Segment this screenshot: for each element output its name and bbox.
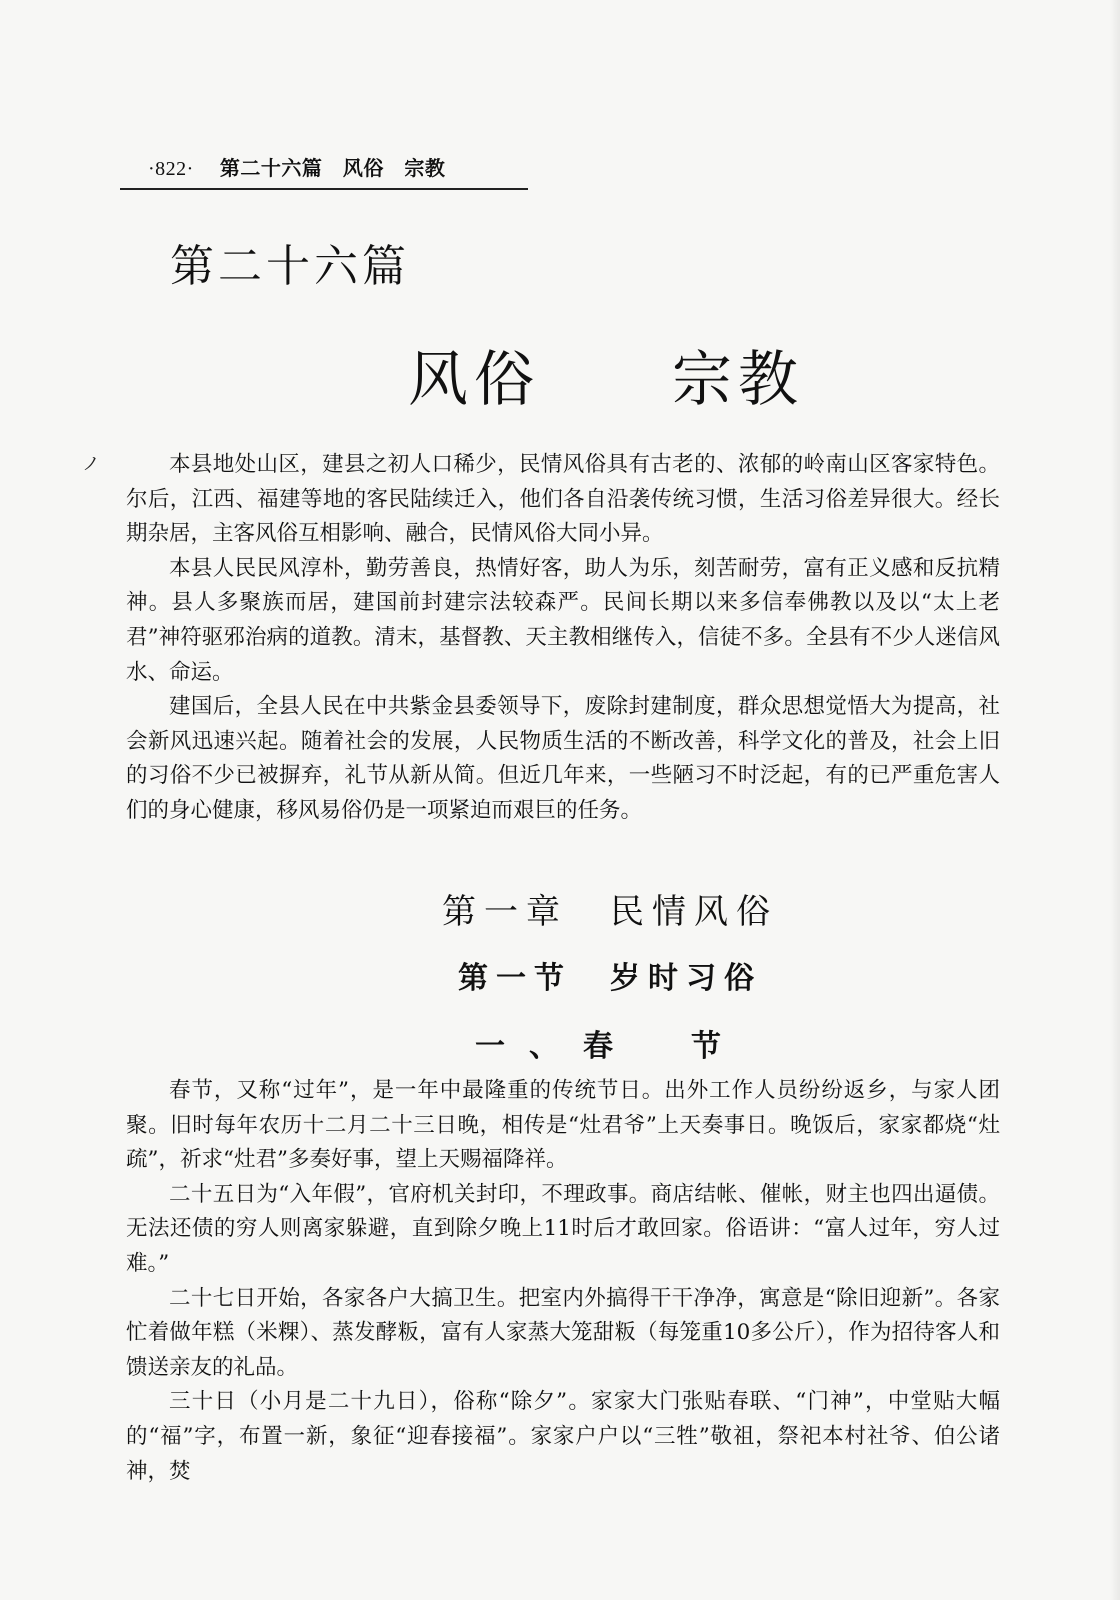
spring-festival-text: [126, 1074, 1000, 1489]
running-head-title: 第二十六篇 风俗 宗教: [219, 156, 446, 180]
header-rule: [120, 188, 528, 190]
intro-paragraph: 建国后，全县人民在中共紫金县委领导下，废除封建制度，群众思想觉悟大为提高，社会新风迅速兴起。随着社会的发展，人民物质生活的不断改善，科学文化的普及，社会上旧的习俗不少已被摒弃，礼节从新从简。但近几年来，一些陋习不时泛起，有的已严重危害人们的身心健康，移风易俗仍是一项紧迫而艰巨的任务。: [126, 694, 1000, 823]
spring-paragraph: 春节，又称“过年”，是一年中最隆重的传统节日。出外工作人员纷纷返乡，与家人团聚。旧时每年农历十二月二十三日晚，相传是“灶君爷”上天奏事日。晚饭后，家家都烧“灶疏”，祈求“灶君”多奏好事，望上天赐福降祥。: [126, 1078, 1000, 1173]
part-title: 风俗 宗教: [408, 345, 804, 415]
page-number: ·822·: [148, 158, 194, 180]
intro-text: [126, 448, 1000, 829]
section-title: 第一节 岁时习俗: [458, 961, 762, 996]
intro-paragraph: 本县人民民风淳朴，勤劳善良，热情好客，助人为乐，刻苦耐劳，富有正义感和反抗精神。县人多聚族而居，建国前封建宗法较森严。民间长期以来多信奉佛教以及以“太上老君”神符驱邪治病的道教。清末，基督教、天主教相继传入，信徒不多。全县有不少人迷信风水、命运。: [126, 555, 1000, 685]
spring-paragraph: 二十五日为“入年假”，官府机关封印，不理政事。商店结帐、催帐，财主也四出逼债。无法还债的穷人则离家躲避，直到除夕晚上11时后才敢回家。俗语讲：“富人过年，穷人过难。”: [126, 1181, 1000, 1276]
part-label: 第二十六篇: [170, 241, 410, 292]
margin-tick-mark: ノ: [82, 454, 100, 475]
intro-paragraph: 本县地处山区，建县之初人口稀少，民情风俗具有古老的、浓郁的岭南山区客家特色。尔后，江西、福建等地的客民陆续迁入，他们各自沿袭传统习惯，生活习俗差异很大。经长期杂居，主客风俗互相影响、融合，民情风俗大同小异。: [126, 452, 1000, 547]
chapter-title: 第一章 民情风俗: [442, 892, 778, 932]
spring-paragraph: 二十七日开始，各家各户大搞卫生。把室内外搞得干干净净，寓意是“除旧迎新”。各家忙着做年糕（米粿）、蒸发酵粄，富有人家蒸大笼甜粄（每笼重10多公斤），作为招待客人和馈送亲友的礼品。: [126, 1285, 1000, 1380]
running-head: [120, 152, 528, 181]
subsection-title: 一、春 节: [475, 1029, 745, 1064]
spring-paragraph: 三十日（小月是二十九日），俗称“除夕”。家家大门张贴春联、“门神”，中堂贴大幅的“福”字，布置一新，象征“迎春接福”。家家户户以“三牲”敬祖，祭祀本村社爷、伯公诸神，焚: [126, 1389, 1000, 1484]
scan-edge-shadow: [1110, 0, 1120, 1600]
